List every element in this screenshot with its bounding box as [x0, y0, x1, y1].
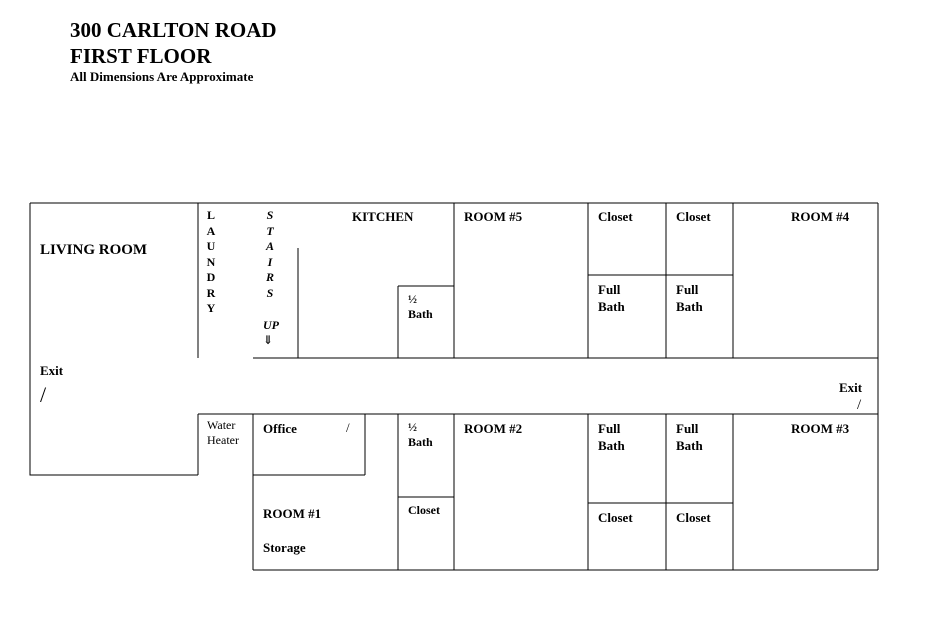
closet-top-a-label: Closet [598, 209, 633, 224]
room4-label: ROOM #4 [791, 209, 850, 224]
office-door-mark: / [346, 420, 350, 435]
room1-label: ROOM #1 [263, 506, 322, 521]
stairs-label: STAIRS [265, 208, 274, 300]
room5-label: ROOM #5 [464, 209, 523, 224]
living-room-label: LIVING ROOM [40, 242, 148, 258]
closet-top-b-label: Closet [676, 209, 711, 224]
plan-note: All Dimensions Are Approximate [70, 69, 254, 84]
stairs-up-label: UP [263, 318, 279, 332]
room3-label: ROOM #3 [791, 421, 850, 436]
room2-label: ROOM #2 [464, 421, 523, 436]
exit-right-door-mark: / [857, 397, 862, 413]
laundry-label: LAUNDRY [206, 208, 216, 315]
exit-right-label: Exit [839, 380, 863, 395]
closet-mid-label: Closet [408, 503, 440, 517]
half-bath-top-label: ½ Bath [408, 292, 433, 321]
plan-address: 300 CARLTON ROAD [70, 18, 277, 42]
full-bath-bottom-b-label: Full Bath [676, 421, 703, 453]
exit-left-label: Exit [40, 363, 64, 378]
storage-label: Storage [263, 540, 306, 555]
full-bath-bottom-a-label: Full Bath [598, 421, 625, 453]
closet-bottom-b-label: Closet [676, 510, 711, 525]
full-bath-top-a-label: Full Bath [598, 282, 625, 314]
office-label: Office [263, 421, 297, 436]
full-bath-top-b-label: Full Bath [676, 282, 703, 314]
kitchen-label: KITCHEN [352, 209, 414, 224]
closet-bottom-a-label: Closet [598, 510, 633, 525]
water-heater-label: Water Heater [207, 418, 239, 447]
exit-left-door-mark: / [40, 382, 47, 407]
half-bath-bottom-label: ½ Bath [408, 420, 433, 449]
stairs-arrow-icon: ⇓ [263, 333, 274, 347]
plan-floor: FIRST FLOOR [70, 44, 212, 68]
